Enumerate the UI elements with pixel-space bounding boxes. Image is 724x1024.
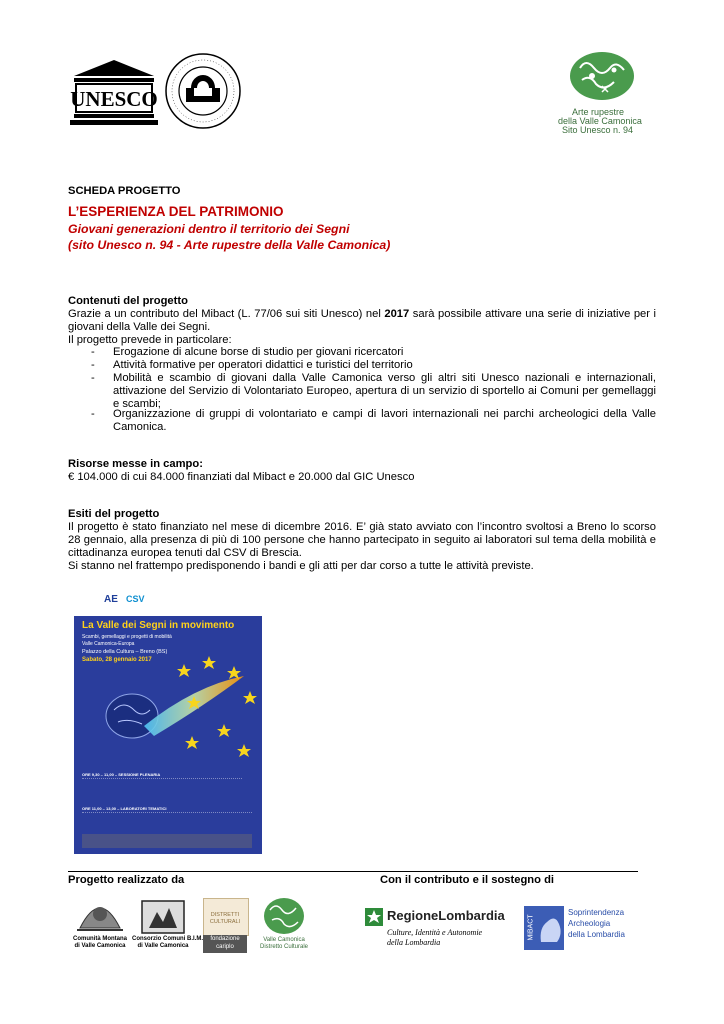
bullet-mark: -	[91, 372, 95, 384]
poster-stars-graphic	[74, 646, 262, 766]
list-item: Attività formative per operatori didattici e turistici del territorio	[113, 359, 413, 371]
logo5-line1: Culture, Identità e Autonomie	[387, 928, 483, 937]
list-item: Erogazione di alcune borse di studio per giovani ricercatori	[113, 346, 404, 358]
section-heading-contenuti: Contenuti del progetto	[68, 295, 188, 307]
world-heritage-emblem	[164, 52, 242, 130]
rock-art-logo-line2: della Valle Camonica	[558, 116, 642, 126]
poster-logo-ae: AE	[104, 594, 118, 605]
poster-sub1: Scambi, gemellaggi e progetti di mobilità	[82, 634, 172, 640]
logo6-line3: della Lombardia	[568, 930, 625, 939]
event-poster	[74, 586, 262, 854]
esiti-paragraph-1: Il progetto è stato finanziato nel mese di dicembre 2016. E’ già stato avviato con l’incontro svoltosi a Breno lo scorso 28 gennaio, alla presenza di più di 100 persone che hanno partecipato in seguito ai laboratori sul tema della mobilità e cittadinanza europea tenuti dal CSV di Brescia.	[68, 521, 656, 559]
distretti-culturali-logo	[203, 898, 247, 954]
contenuti-lead: Il progetto prevede in particolare:	[68, 334, 232, 346]
footer-divider	[68, 871, 638, 872]
logo6-line2: Archeologia	[568, 919, 611, 928]
logo2-line1: Consorzio Comuni B.I.M.	[132, 936, 203, 942]
logo4-line2: Distretto Culturale	[259, 944, 309, 950]
comunita-montana-logo	[70, 898, 130, 958]
poster-title: La Valle dei Segni in movimento	[82, 620, 235, 631]
footer-left-heading: Progetto realizzato da	[68, 874, 185, 886]
section-heading-risorse: Risorse messe in campo:	[68, 458, 203, 470]
document-subtitle-1: Giovani generazioni dentro il territorio dei Segni	[68, 222, 350, 236]
unesco-logo	[70, 58, 158, 128]
document-title: L’ESPERIENZA DEL PATRIMONIO	[68, 204, 284, 219]
logo4-line1: Valle Camonica	[263, 937, 305, 943]
contenuti-intro-before: Grazie a un contributo del Mibact (L. 77/06 sui siti Unesco) nel	[68, 308, 385, 320]
contenuti-intro-year: 2017	[384, 308, 410, 320]
soprintendenza-logo	[524, 906, 634, 950]
section-heading-esiti: Esiti del progetto	[68, 508, 160, 520]
bullet-mark: -	[91, 359, 95, 371]
logo3-line3: fondazione	[210, 936, 240, 942]
list-item: Mobilità e scambio di giovani dalla Valle Camonica verso gli altri siti Unesco nazionali e internazionali, attivazione del Servizio di Volontariato Europeo, apertura di un servizio di sportello ai Comuni per gemellaggi e scambi;	[113, 372, 656, 410]
logo5-name: RegioneLombardia	[387, 908, 505, 923]
bullet-mark: -	[91, 346, 95, 358]
logo6-line1: Soprintendenza	[568, 908, 625, 917]
document-label: SCHEDA PROGETTO	[68, 185, 181, 197]
logo5-line2: della Lombardia	[387, 938, 441, 947]
logo1-line1: Comunità Montana	[73, 936, 127, 942]
logo3-line2: CULTURALI	[209, 919, 241, 925]
logo2-line2: di Valle Camonica	[137, 943, 189, 949]
list-item: Organizzazione di gruppi di volontariato e campi di lavori internazionali nei parchi archeologici della Valle Camonica.	[113, 408, 656, 433]
poster-date: Sabato, 28 gennaio 2017	[82, 657, 152, 663]
regione-lombardia-icon	[365, 908, 383, 926]
esiti-paragraph-2: Si stanno nel frattempo predisponendo i bandi e gli atti per dar corso a tutte le attività previste.	[68, 560, 534, 572]
logo1-line2: di Valle Camonica	[74, 943, 126, 949]
risorse-text: € 104.000 di cui 84.000 finanziati dal Mibact e 20.000 dal GIC Unesco	[68, 471, 415, 483]
poster-session-1: ORE 9,30 – 11,00 – SESSIONE PLENARIA	[82, 772, 161, 777]
logo6-side: MiBACT	[527, 914, 535, 941]
rock-art-site-logo	[548, 46, 668, 136]
bullet-mark: -	[91, 408, 95, 420]
logo3-line4: cariplo	[216, 944, 234, 950]
regione-lombardia-logo	[365, 906, 510, 952]
distretto-culturale-logo	[254, 896, 314, 956]
consorzio-bim-logo	[132, 898, 203, 958]
contenuti-intro-after: sarà possibile attivare una serie di iniziative per i giovani della Valle dei Segni.	[68, 308, 656, 333]
poster-place: Palazzo della Cultura – Breno (BS)	[82, 649, 168, 655]
logo3-line1: DISTRETTI	[210, 912, 240, 918]
poster-logo-csv: CSV	[126, 594, 145, 604]
poster-session-2: ORE 11,00 – 13,00 – LABORATORI TEMATICI	[82, 806, 167, 811]
svg-text:UNESCO: UNESCO	[70, 87, 158, 111]
document-subtitle-2: (sito Unesco n. 94 - Arte rupestre della Valle Camonica)	[68, 238, 391, 252]
contenuti-intro	[68, 308, 656, 334]
footer-right-heading: Con il contributo e il sostegno di	[380, 874, 555, 886]
rock-art-logo-line1: Arte rupestre	[572, 107, 625, 117]
poster-sub2: Valle Camonica-Europa	[82, 641, 135, 647]
rock-art-logo-line3: Sito Unesco n. 94	[562, 125, 634, 135]
